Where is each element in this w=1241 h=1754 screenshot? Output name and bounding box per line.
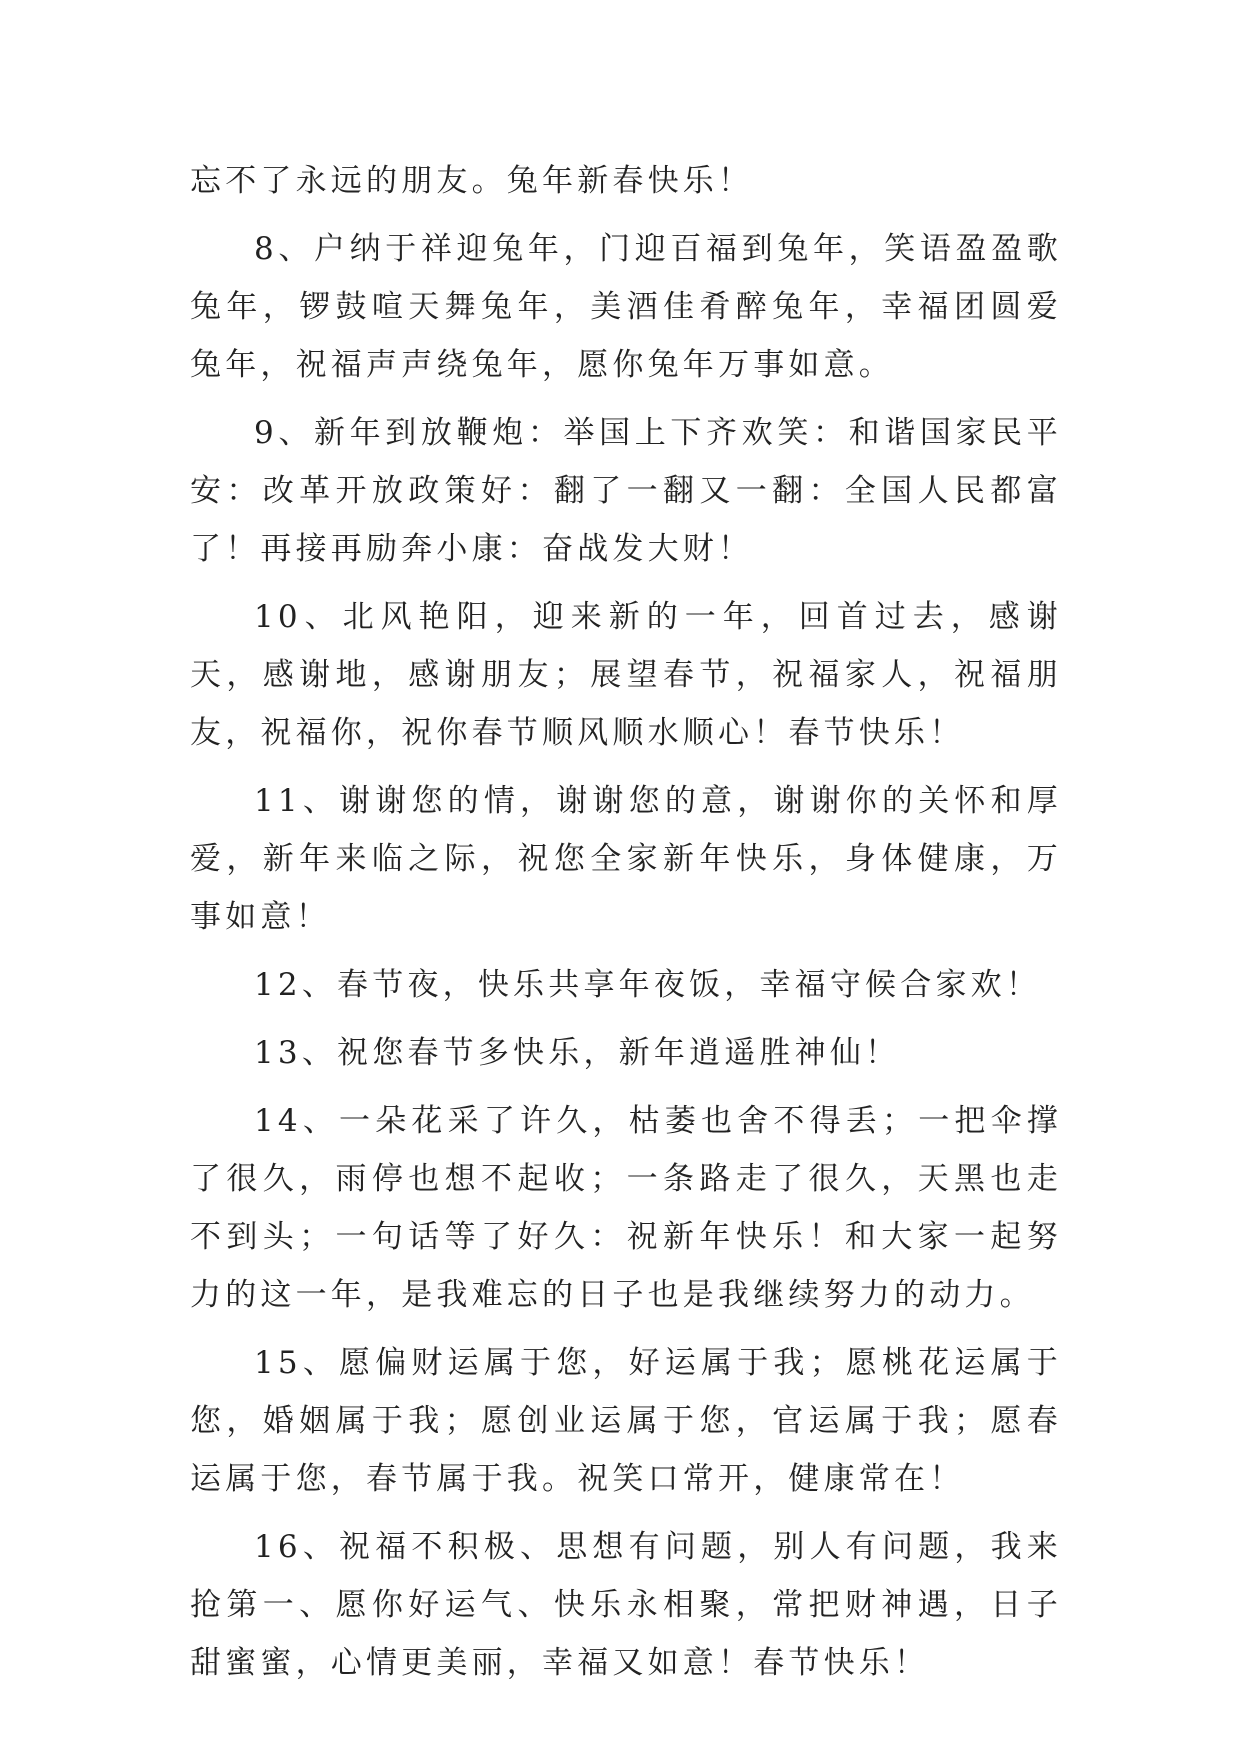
paragraph-12: 12、春节夜，快乐共享年夜饭，幸福守候合家欢！ (254, 967, 1042, 1003)
paragraph-continuation: 忘不了永远的朋友。兔年新春快乐！ (190, 163, 754, 199)
paragraph-16: 16、祝福不积极、思想有问题，别人有问题，我来抢第一、愿你好运气、快乐永相聚，常把财神遇，日子甜蜜蜜，心情更美丽，幸福又如意！春节快乐！ (190, 1529, 1062, 1681)
document-body (190, 152, 1062, 1702)
paragraph-8: 8、户纳于祥迎兔年，门迎百福到兔年，笑语盈盈歌兔年，锣鼓喧天舞兔年，美酒佳肴醉兔年，幸福团圆爱兔年，祝福声声绕兔年，愿你兔年万事如意。 (190, 231, 1062, 383)
paragraph-15: 15、愿偏财运属于您，好运属于我；愿桃花运属于您，婚姻属于我；愿创业运属于您，官运属于我；愿春运属于您，春节属于我。祝笑口常开，健康常在！ (190, 1345, 1062, 1497)
paragraph-13: 13、祝您春节多快乐，新年逍遥胜神仙！ (254, 1035, 901, 1071)
paragraph-10: 10、北风艳阳，迎来新的一年，回首过去，感谢天，感谢地，感谢朋友；展望春节，祝福家人，祝福朋友，祝福你，祝你春节顺风顺水顺心！春节快乐！ (190, 599, 1062, 751)
paragraph-11: 11、谢谢您的情，谢谢您的意，谢谢你的关怀和厚爱，新年来临之际，祝您全家新年快乐，身体健康，万事如意！ (190, 783, 1062, 935)
paragraph-14: 14、一朵花采了许久，枯萎也舍不得丢；一把伞撑了很久，雨停也想不起收；一条路走了很久，天黑也走不到头；一句话等了好久：祝新年快乐！和大家一起努力的这一年，是我难忘的日子也是我继续努力的动力。 (190, 1103, 1062, 1313)
paragraph-9: 9、新年到放鞭炮：举国上下齐欢笑：和谐国家民平安：改革开放政策好：翻了一翻又一翻：全国人民都富了！再接再励奔小康：奋战发大财！ (190, 415, 1062, 567)
